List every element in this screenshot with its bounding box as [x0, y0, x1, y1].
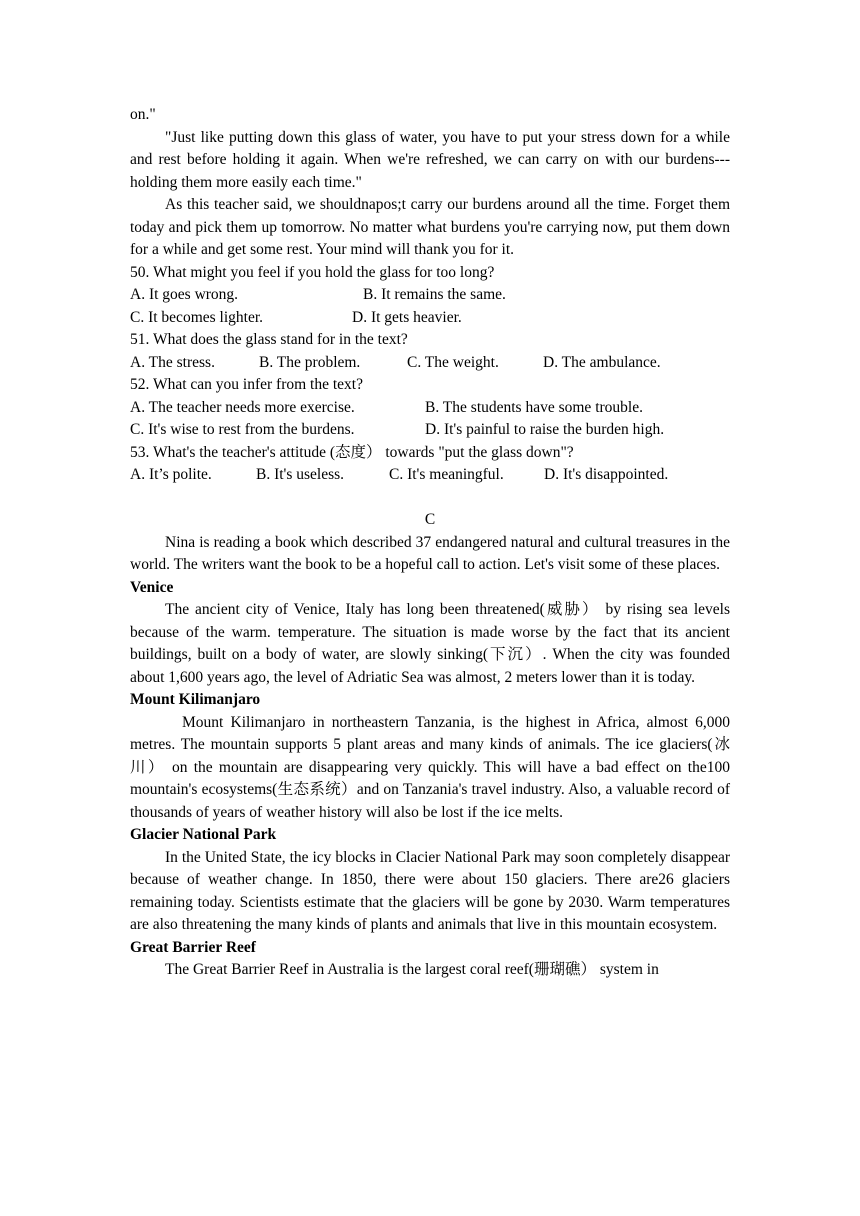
- option-a: A. The stress.: [130, 353, 215, 371]
- options-row: [130, 307, 730, 330]
- section-heading-barrier-reef: Great Barrier Reef: [130, 938, 256, 956]
- option-b: B. The problem.: [259, 353, 361, 371]
- option-b: B. The students have some trouble.: [425, 398, 643, 416]
- option-a: A. The teacher needs more exercise.: [130, 398, 355, 416]
- option-c: C. It becomes lighter.: [130, 308, 264, 326]
- section-text-barrier-reef: The Great Barrier Reef in Australia is the largest coral reef(珊瑚礁） system in: [165, 961, 659, 978]
- passage-b-fragment: on.": [130, 106, 156, 123]
- section-text-glacier-park: In the United State, the icy blocks in Clacier National Park may soon completely disappear because of weather change. In 1850, there were about 150 glaciers. There are26 glaciers remaining today. Scientists estimate that the glaciers will be gone by 2030. Warm temperatures are also threatening the many kinds of plants and animals that live in this mountain ecosystem.: [130, 848, 730, 933]
- option-b: B. It's useless.: [256, 466, 345, 483]
- section-text-venice: The ancient city of Venice, Italy has long been threatened(威胁） by rising sea levels because of the warm. temperature. The situation is made worse by the fact that its ancient buildings, built on a body of water, are slowly sinking(下沉）. When the city was founded about 1,600 years ago, the level of Adriatic Sea was almost, 2 meters lower than it is today.: [130, 601, 730, 686]
- options-row: [130, 397, 730, 420]
- options-row: [130, 419, 730, 442]
- question-50: [130, 262, 730, 330]
- passage-b-glass-paragraph: "Just like putting down this glass of water, you have to put your stress down for a while and rest before holding it again. When we're refreshed, we can carry on with our burdens---holding them more easily each time.": [130, 128, 730, 191]
- question-stem: 52. What can you infer from the text?: [130, 376, 363, 393]
- question-stem: 53. What's the teacher's attitude (态度） towards "put the glass down"?: [130, 443, 574, 461]
- option-c: C. It's meaningful.: [389, 466, 504, 483]
- option-d: D. It's disappointed.: [544, 466, 669, 483]
- options-row: [130, 352, 730, 375]
- options-row: [130, 284, 730, 307]
- section-text-kilimanjaro: Mount Kilimanjaro in northeastern Tanzania, is the highest in Africa, almost 6,000 metres. The mountain supports 5 plant areas and many kinds of animals. The ice glaciers(冰川） on the mountain are disappearing very quickly. This will have a bad effect on the100 mountain's ecosystems(生态系统）and on Tanzania's travel industry. Also, a valuable record of thousands of years of weather history will also be lost if the ice melts.: [130, 713, 730, 821]
- options-row: [130, 464, 730, 487]
- question-51: [130, 329, 730, 374]
- question-53: [130, 442, 730, 487]
- option-c: C. It's wise to rest from the burdens.: [130, 421, 355, 438]
- passage-b-teacher-paragraph: As this teacher said, we shouldnapos;t carry our burdens around all the time. Forget them today and pick them up tomorrow. No matter what burdens you're carrying now, put them down for a while and get some rest. Your mind will thank you for it.: [130, 196, 730, 258]
- option-a: A. It’s polite.: [130, 466, 212, 483]
- section-letter: C: [424, 511, 436, 528]
- question-stem: 50. What might you feel if you hold the glass for too long?: [130, 263, 495, 281]
- question-stem: 51. What does the glass stand for in the text?: [130, 331, 408, 348]
- option-d: D. The ambulance.: [543, 353, 661, 371]
- option-a: A. It goes wrong.: [130, 286, 239, 303]
- section-heading-kilimanjaro: Mount Kilimanjaro: [130, 691, 261, 708]
- option-b: B. It remains the same.: [363, 286, 506, 303]
- question-52: [130, 374, 730, 442]
- section-heading-glacier-park: Glacier National Park: [130, 826, 277, 843]
- option-d: D. It's painful to raise the burden high.: [425, 421, 665, 438]
- option-c: C. The weight.: [407, 353, 499, 371]
- section-heading-venice: Venice: [130, 578, 174, 596]
- document-page: [130, 104, 730, 982]
- option-d: D. It gets heavier.: [352, 308, 462, 326]
- passage-c-intro: Nina is reading a book which described 37 endangered natural and cultural treasures in the world. The writers want the book to be a hopeful call to action. Let's visit some of these places.: [130, 533, 730, 573]
